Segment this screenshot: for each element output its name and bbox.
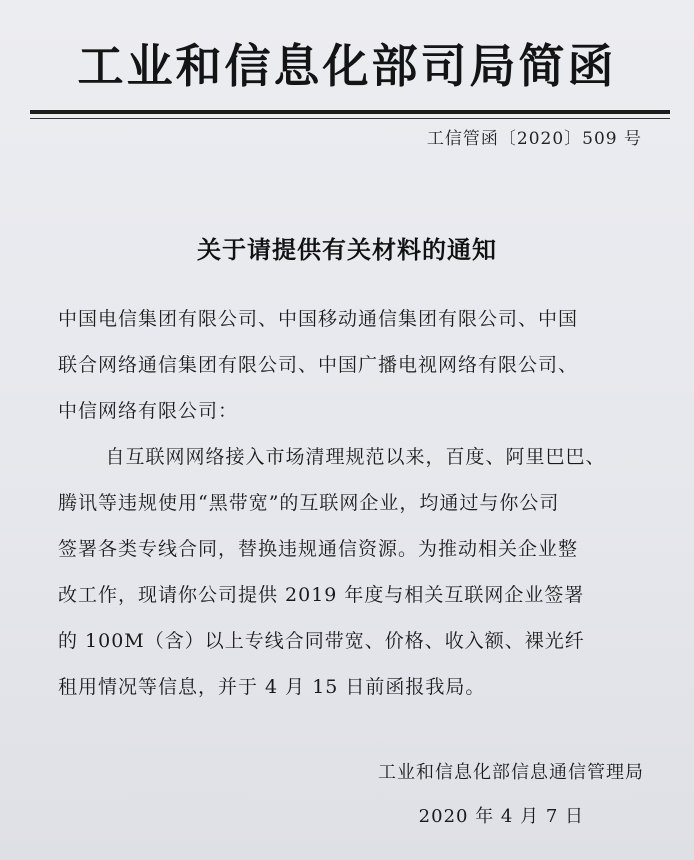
body-line: 签署各类专线合同，替换违规通信资源。为推动相关企业整 — [58, 538, 579, 560]
issuer-signature: 工业和信息化部信息通信管理局 — [378, 762, 644, 783]
issue-date: 2020 年 4 月 7 日 — [418, 806, 584, 827]
masthead-divider-thin — [30, 118, 670, 119]
recipient-line: 中国电信集团有限公司、中国移动通信集团有限公司、中国 — [58, 308, 579, 330]
body-line: 的 100M（含）以上专线合同带宽、价格、收入额、裸光纤 — [58, 630, 585, 652]
notice-title: 关于请提供有关材料的通知 — [197, 236, 497, 264]
body-line: 自互联网网络接入市场清理规范以来，百度、阿里巴巴、 — [105, 446, 606, 468]
masthead-title: 工业和信息化部司局简函 — [77, 39, 617, 93]
body-line: 租用情况等信息，并于 4 月 15 日前函报我局。 — [58, 676, 486, 698]
body-line: 腾讯等违规使用“黑带宽”的互联网企业，均通过与你公司 — [58, 492, 560, 514]
recipient-line: 中信网络有限公司： — [58, 400, 239, 422]
document-number: 工信管函〔2020〕509 号 — [426, 129, 642, 149]
body-line: 改工作，现请你公司提供 2019 年度与相关互联网企业签署 — [58, 584, 585, 606]
recipient-line: 联合网络通信集团有限公司、中国广播电视网络有限公司、 — [58, 354, 579, 376]
masthead-divider-thick — [30, 110, 670, 114]
notice-body — [58, 296, 664, 710]
